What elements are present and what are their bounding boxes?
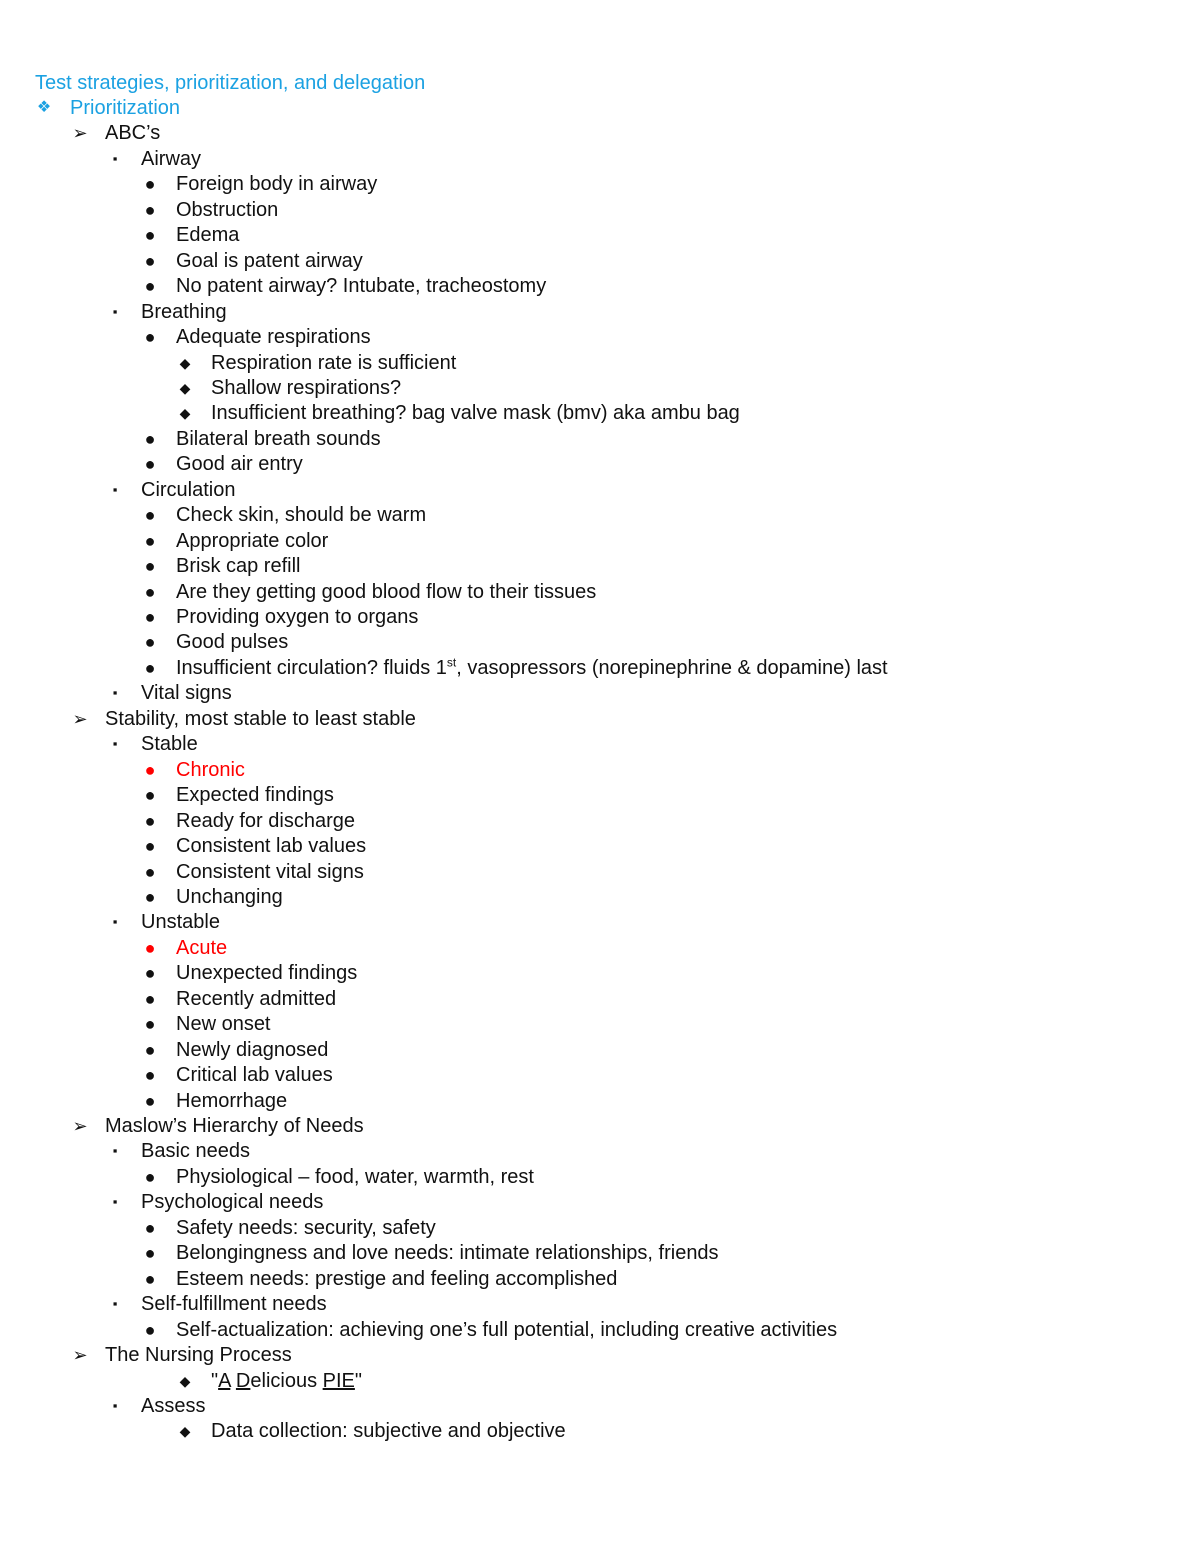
dot-bullet-icon: ● (144, 530, 156, 551)
dot-bullet-icon: ● (144, 1166, 156, 1187)
outline-item-text: Unstable (141, 911, 220, 934)
outline-item-text: Airway (141, 147, 202, 170)
outline-item-text: Vital signs (141, 682, 232, 705)
square-bullet-icon: ▪ (112, 1296, 118, 1312)
diamond-bullet-icon: ◆ (179, 379, 191, 396)
dot-bullet-icon: ● (144, 1217, 156, 1238)
dot-bullet-icon: ● (144, 581, 156, 602)
outline-item-text: Belongingness and love needs: intimate relationships, friends (176, 1242, 719, 1265)
outline-item-text: Self-actualization: achieving one’s full potential, including creative activities (176, 1318, 838, 1341)
dot-bullet-icon: ● (144, 174, 156, 195)
dot-bullet-icon: ● (144, 937, 156, 958)
dot-bullet-icon: ● (144, 657, 156, 678)
dot-bullet-icon: ● (144, 556, 156, 577)
dot-bullet-icon: ● (144, 505, 156, 526)
square-bullet-icon: ▪ (112, 1194, 118, 1210)
superscript-text: st (446, 655, 457, 670)
outline-item-text: Physiological – food, water, warmth, rest (176, 1165, 534, 1188)
arrow-bullet-icon: ➢ (72, 1116, 88, 1136)
outline-item-text: Consistent lab values (176, 835, 367, 858)
dot-bullet-icon: ● (144, 836, 156, 857)
dot-bullet-icon: ● (144, 861, 156, 882)
outline-item-text: Providing oxygen to organs (176, 606, 419, 628)
dot-bullet-icon: ● (144, 276, 156, 297)
outline-item-text: Esteem needs: prestige and feeling accomplished (176, 1267, 618, 1290)
diamond-bullet-icon: ◆ (179, 1423, 191, 1440)
arrow-bullet-icon: ➢ (72, 708, 88, 729)
outline-item-text: Goal is patent airway (176, 249, 363, 272)
diamond-bullet-icon: ◆ (179, 1372, 191, 1389)
underlined-letter: PIE (322, 1369, 355, 1392)
dot-bullet-icon: ● (144, 810, 156, 831)
outline-item-text: "A Delicious PIE" (211, 1369, 362, 1392)
square-bullet-icon: ▪ (112, 685, 118, 701)
square-bullet-icon: ▪ (112, 150, 118, 166)
dot-bullet-icon: ● (144, 1014, 156, 1035)
underlined-letter: D (235, 1369, 251, 1392)
diamond-bullet-icon: ◆ (179, 354, 191, 371)
outline-item-text: Chronic (176, 758, 245, 781)
outline-item-text: Expected findings (176, 784, 334, 807)
dot-bullet-icon: ● (144, 632, 156, 653)
outline-item-text: Recently admitted (176, 987, 337, 1010)
arrow-bullet-icon: ➢ (72, 1345, 88, 1366)
square-bullet-icon: ▪ (112, 1143, 118, 1159)
square-bullet-icon: ▪ (112, 481, 118, 497)
dot-bullet-icon: ● (144, 454, 156, 475)
dot-bullet-icon: ● (144, 199, 156, 220)
outline-item-text: Foreign body in airway (176, 173, 378, 196)
outline-item-text: Insufficient circulation? fluids 1st, vasopressors (norepinephrine & dopamine) last (176, 655, 888, 679)
square-bullet-icon: ▪ (112, 736, 118, 752)
outline-item-text: Brisk cap refill (176, 555, 301, 578)
dot-bullet-icon: ● (144, 1319, 156, 1340)
outline-item-text: Check skin, should be warm (176, 504, 427, 527)
outline-item-text: Adequate respirations (176, 326, 371, 349)
dot-bullet-icon: ● (144, 250, 156, 271)
outline-item-text: Obstruction (176, 198, 279, 221)
outline-item-text: New onset (176, 1013, 271, 1036)
dot-bullet-icon: ● (144, 1065, 156, 1086)
outline-item-text: Respiration rate is sufficient (211, 351, 457, 374)
square-bullet-icon: ▪ (112, 914, 118, 930)
dot-bullet-icon: ● (144, 963, 156, 984)
dot-bullet-icon: ● (144, 1243, 156, 1264)
dot-bullet-icon: ● (144, 1039, 156, 1060)
dot-bullet-icon: ● (144, 759, 156, 780)
outline-item-text: Data collection: subjective and objective (211, 1420, 566, 1443)
outline-item-text: Assess (141, 1394, 206, 1417)
outline-item-text: Stable (141, 733, 198, 756)
outline-item-text: Psychological needs (141, 1191, 324, 1214)
dot-bullet-icon: ● (144, 988, 156, 1009)
dot-bullet-icon: ● (144, 327, 156, 348)
dot-bullet-icon: ● (144, 225, 156, 246)
outline-item-text: Newly diagnosed (176, 1038, 329, 1061)
outline-item-text: Consistent vital signs (176, 860, 364, 883)
outline-item-text: The Nursing Process (105, 1344, 292, 1367)
outline-item-text: Appropriate color (176, 529, 329, 552)
outline-item-text: Insufficient breathing? bag valve mask (bmv) aka ambu bag (211, 402, 740, 425)
outline-item-text: Stability, most stable to least stable (105, 707, 416, 730)
outline-item-text: Basic needs (141, 1140, 250, 1163)
dot-bullet-icon: ● (144, 428, 156, 449)
outline-item-text: Unexpected findings (176, 962, 358, 985)
outline-item-text: Are they getting good blood flow to their tissues (176, 580, 597, 603)
outline-item-text: Good pulses (176, 631, 289, 654)
outline-item-text: Safety needs: security, safety (176, 1216, 436, 1239)
outline-item-text: Bilateral breath sounds (176, 427, 381, 450)
arrow-bullet-icon: ➢ (72, 123, 88, 144)
four-diamond-bullet-icon: ❖ (36, 99, 52, 116)
document-title-text: Test strategies, prioritization, and delegation (35, 72, 426, 94)
dot-bullet-icon: ● (144, 886, 156, 907)
outline-item-text: Breathing (141, 300, 227, 323)
outline-item-text: Hemorrhage (176, 1089, 288, 1112)
square-bullet-icon: ▪ (112, 1397, 118, 1413)
dot-bullet-icon: ● (144, 1268, 156, 1289)
outline-item-text: Critical lab values (176, 1064, 333, 1087)
dot-bullet-icon: ● (144, 607, 156, 627)
outline-item-text: Maslow’s Hierarchy of Needs (105, 1115, 364, 1137)
diamond-bullet-icon: ◆ (179, 405, 191, 422)
outline-item-text: Prioritization (70, 97, 181, 119)
outline-item-text: Unchanging (176, 885, 283, 908)
outline-item-text: Circulation (141, 478, 236, 501)
outline-item-text: Ready for discharge (176, 809, 355, 832)
dot-bullet-icon: ● (144, 1090, 156, 1111)
outline-item-text: Shallow respirations? (211, 376, 402, 399)
outline-item-text: Self-fulfillment needs (141, 1293, 327, 1316)
outline-item-text: Good air entry (176, 453, 303, 476)
dot-bullet-icon: ● (144, 785, 156, 806)
outline-item-text: No patent airway? Intubate, tracheostomy (176, 275, 547, 298)
underlined-letter: A (218, 1369, 231, 1392)
outline-item-text: Acute (176, 936, 228, 959)
square-bullet-icon: ▪ (112, 303, 118, 319)
outline-item-text: ABC’s (105, 122, 161, 145)
outline-item-text: Edema (176, 224, 240, 247)
